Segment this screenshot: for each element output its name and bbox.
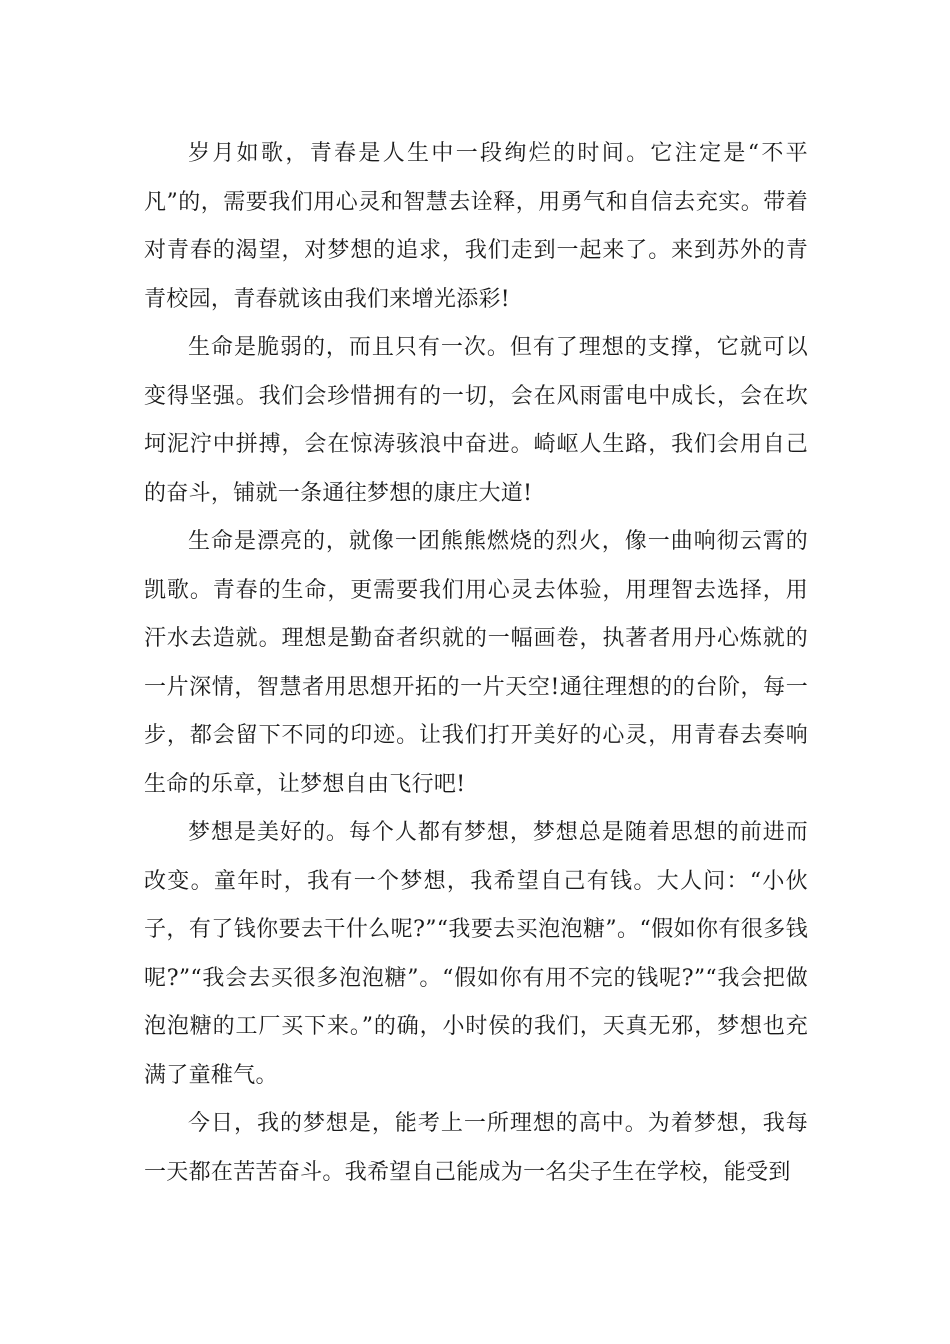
- paragraph-4: 梦想是美好的。每个人都有梦想，梦想总是随着思想的前进而改变。童年时，我有一个梦想，我希望自己有钱。大人问：“小伙子，有了钱你要去干什么呢?”“我要去买泡泡糖”。“假如你有很多钱呢?”“我会去买很多泡泡糖”。“假如你有用不完的钱呢?”“我会把做泡泡糖的工厂买下来。”的确，小时侯的我们，天真无邪，梦想也充满了童稚气。: [144, 820, 808, 1088]
- paragraph-5: 今日，我的梦想是，能考上一所理想的高中。为着梦想，我每一天都在苦苦奋斗。我希望自己能成为一名尖子生在学校，能受到: [144, 1111, 808, 1185]
- paragraph-1: 岁月如歌，青春是人生中一段绚烂的时间。它注定是“不平凡”的，需要我们用心灵和智慧去诠释，用勇气和自信去充实。带着对青春的渴望，对梦想的追求，我们走到一起来了。来到苏外的青青校园，青春就该由我们来增光添彩!: [144, 141, 808, 312]
- document-body: [144, 130, 808, 1197]
- paragraph-2: 生命是脆弱的，而且只有一次。但有了理想的支撑，它就可以变得坚强。我们会珍惜拥有的一切，会在风雨雷电中成长，会在坎坷泥泞中拼搏，会在惊涛骇浪中奋进。崎岖人生路，我们会用自己的奋斗，铺就一条通往梦想的康庄大道!: [144, 335, 808, 506]
- paragraph-3: 生命是漂亮的，就像一团熊熊燃烧的烈火，像一曲响彻云霄的凯歌。青春的生命，更需要我们用心灵去体验，用理智去选择，用汗水去造就。理想是勤奋者织就的一幅画卷，执著者用丹心炼就的一片深情，智慧者用思想开拓的一片天空!通往理想的的台阶，每一步，都会留下不同的印迹。让我们打开美好的心灵，用青春去奏响生命的乐章，让梦想自由飞行吧!: [144, 529, 808, 797]
